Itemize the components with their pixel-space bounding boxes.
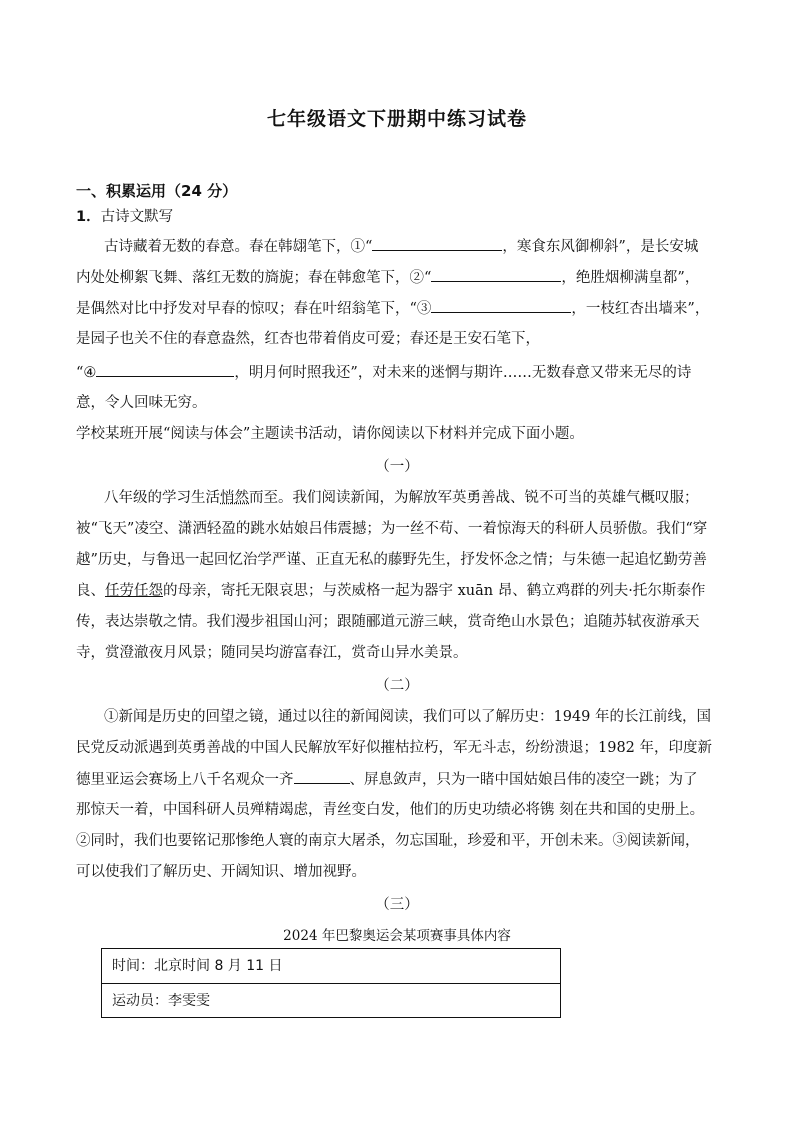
blank-2[interactable] (431, 266, 561, 282)
part-2-line-6: 可以使我们了解历史、开阔知识、增加视野。 (76, 864, 366, 880)
poem-text: 古诗藏着无数的春意。春在韩翃笔下，①“ (104, 239, 373, 255)
part-2-label: （二） (375, 678, 419, 694)
part-1-line-2: 被“飞天”凌空、潇洒轻盈的跳水姑娘吕伟震撼；为一丝不苟、一着惊海天的科研人员骄傲。我们“穿 (76, 521, 708, 537)
question-title: 古诗文默写 (100, 209, 174, 225)
underlined-word: 任劳任怨 (105, 583, 163, 599)
poem-text: “④ (76, 365, 97, 381)
blank-4[interactable] (96, 361, 234, 377)
passage-text: 、屏息敛声，只为一睹中国姑娘吕伟的凌空一跳；为了 (349, 772, 698, 788)
page-title: 七年级语文下册期中练习试卷 (266, 108, 527, 130)
poem-line-4: 是园子也关不住的春意盎然，红杏也带着俏皮可爱；春还是王安石笔下， (76, 331, 540, 347)
part-2-line-1: ①新闻是历史的回望之镜，通过以往的新闻阅读，我们可以了解历史：1949 年的长江前线，国 (104, 709, 712, 725)
poem-line-5 (76, 361, 726, 384)
poem-line-3 (76, 297, 726, 320)
poem-text: ，绝胜烟柳满皇都”， (561, 270, 700, 286)
question-number: 1． (76, 209, 101, 225)
part-2-line-2: 民党反动派遇到英勇善战的中国人民解放军好似摧枯拉朽，军无斗志，纷纷溃退；1982 年，印度新 (76, 740, 713, 756)
part-1-line-1 (76, 487, 754, 509)
poem-text: ，明月何时照我还”，对未来的迷惘与期许……无数春意又带来无尽的诗 (234, 365, 692, 381)
passage-text: 良、 (76, 583, 105, 599)
blank-5[interactable] (294, 768, 350, 784)
poem-text: ，一枝红杏出墙来”， (571, 301, 710, 317)
poem-line-2 (76, 266, 726, 289)
poem-line-1 (76, 235, 754, 258)
event-info-table (101, 948, 561, 1018)
question-1-label (76, 205, 173, 226)
section-heading: 一、积累运用（24 分） (76, 182, 238, 200)
dotted-word: 悄然 (220, 490, 249, 506)
part-2-line-3 (76, 768, 726, 791)
passage-text: 八年级的学习生活 (104, 490, 220, 506)
poem-text: ，寒食东风御柳斜”，是长安城 (502, 239, 699, 255)
blank-3[interactable] (431, 297, 571, 313)
part-1-line-3: 越”历史，与鲁迅一起回忆治学严谨、正直无私的藤野先生，抒发怀念之情；与朱德一起追忆勤劳善 (76, 552, 707, 568)
table-row-athlete: 运动员：李雯雯 (102, 983, 560, 1017)
part-2-line-5: ②同时，我们也要铭记那惨绝人寰的南京大屠杀，勿忘国耻，珍爱和平，开创未来。③阅读新闻， (76, 833, 700, 849)
part-3-label: （三） (375, 897, 419, 913)
poem-text: 内处处柳絮飞舞、落红无数的旖旎；春在韩愈笔下，②“ (76, 270, 432, 286)
passage-text: 德里亚运会赛场上八千名观众一齐 (76, 772, 294, 788)
poem-text: 是偶然对比中抒发对早春的惊叹；春在叶绍翁笔下，“③ (76, 301, 432, 317)
passage-text: 而至。我们阅读新闻，为解放军英勇善战、锐不可当的英雄气概叹服； (249, 490, 699, 506)
table-row-time: 时间：北京时间 8 月 11 日 (112, 958, 283, 974)
reading-intro: 学校某班开展“阅读与体会”主题读书活动，请你阅读以下材料并完成下面小题。 (76, 426, 584, 442)
part-2-line-4: 那惊天一着，中国科研人员殚精竭虑，青丝变白发，他们的历史功绩必将镌 刻在共和国的史册上。 (76, 802, 705, 818)
blank-1[interactable] (372, 235, 502, 251)
passage-text: 的母亲，寄托无限哀思；与茨威格一起为器宇 xuān 昂、鹤立鸡群的列夫·托尔斯泰作 (163, 583, 706, 599)
part-1-line-4 (76, 580, 726, 602)
part-1-line-5: 传，表达崇敬之情。我们漫步祖国山河；跟随郦道元游三峡，赏奇绝山水景色；追随苏轼夜游承天 (76, 614, 700, 630)
table-caption: 2024 年巴黎奥运会某项赛事具体内容 (283, 928, 511, 944)
part-1-line-6: 寺，赏澄澈夜月风景；随同吴均游富春江，赏奇山异水美景。 (76, 645, 468, 661)
part-1-label: （一） (375, 459, 419, 475)
poem-line-6: 意，令人回味无穷。 (76, 395, 207, 411)
